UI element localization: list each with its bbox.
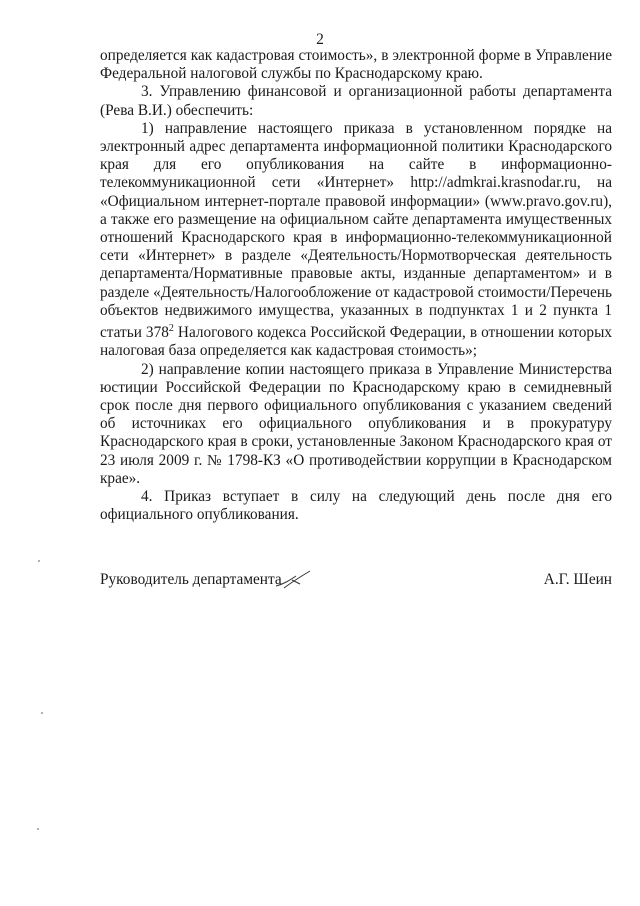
- signatory-position: [100, 568, 314, 590]
- paragraph-item-4: 4. Приказ вступает в силу на следующий день после дня его официального опубликования.: [100, 487, 612, 524]
- handwritten-signature: [274, 568, 314, 590]
- scan-speck: [38, 560, 40, 562]
- scan-speck: [41, 712, 43, 714]
- scan-speck: [37, 828, 39, 830]
- article-superscript: 2: [168, 323, 174, 335]
- subitem-1-text: 1) направление настоящего приказа в установленном порядке на электронный адрес департамента информационной политики Краснодарского края для его опубликования на сайте в информационно-телекоммуникационной сети «Интернет» http://admkrai.krasnodar.ru, на «Официальном интернет-портале правовой информации» (www.pravo.gov.ru), а также его размещение на официальном сайте департамента имущественных отношений Краснодарского края в информационно-телекоммуникационной сети «Интернет» в разделе «Деятельность/Нормотворческая деятельность департамента/Нормативные правовые акты, изданные департаментом» и в разделе «Деятельность/Налогообложение от кадастровой стоимости/Перечень объектов недвижимого имущества, указанных в подпунктах 1 и 2 пункта 1 статьи 378: [100, 119, 612, 342]
- paragraph-item-3: 3. Управлению финансовой и организационной работы департамента (Рева В.И.) обеспечить:: [100, 83, 612, 119]
- paragraph-subitem-1: [100, 120, 612, 361]
- signature-spacing: [100, 524, 612, 568]
- page-number: 2: [316, 31, 324, 48]
- signatory-position-label: Руководитель департамента: [100, 571, 282, 589]
- paragraph-continuation: определяется как кадастровая стоимость», в электронной форме в Управление Федеральной налоговой службы по Краснодарскому краю.: [100, 47, 612, 83]
- paragraph-subitem-2: 2) направление копии настоящего приказа в Управление Министерства юстиции Российской Федерации по Краснодарскому краю в семидневный срок после дня первого официального опубликования с указанием сведений об источниках его официального опубликования и в прокуратуру Краснодарского края в сроки, установленные Законом Краснодарского края от 23 июля 2009 г. № 1798-КЗ «О противодействии коррупции в Краснодарском крае».: [100, 360, 612, 487]
- signatory-name: А.Г. Шеин: [543, 571, 612, 589]
- subitem-1-text-end: Налогового кодекса Российской Федерации, в отношении которых налоговая база определяется как кадастровая стоимость»;: [100, 324, 612, 360]
- document-body: [100, 47, 612, 590]
- signature-block: [100, 568, 612, 590]
